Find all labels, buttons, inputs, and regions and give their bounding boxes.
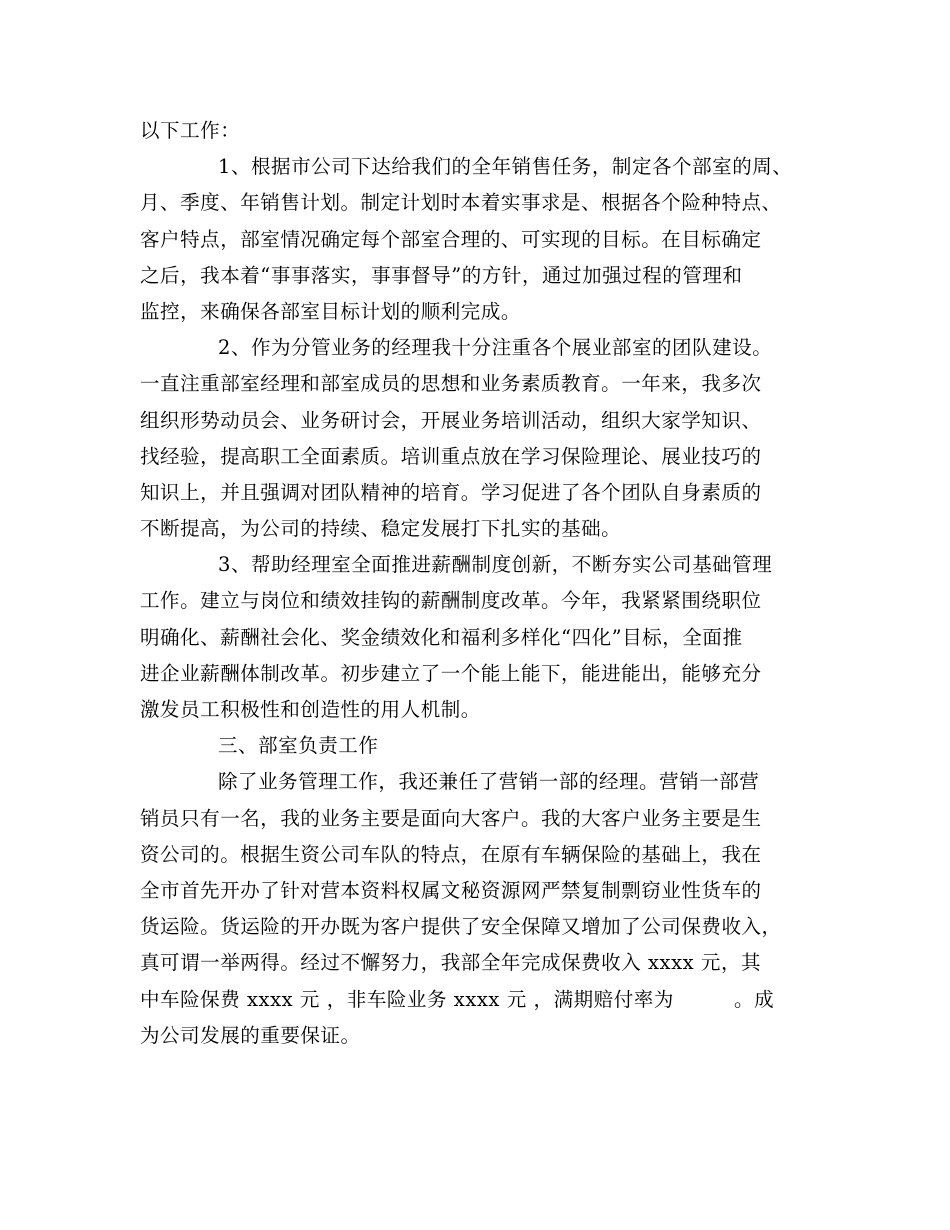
text-line: 激发员工积极性和创造性的用人机制。 bbox=[140, 698, 481, 721]
text-line: 月、季度、年销售计划。制定计划时本着实事求是、根据各个险种特点、 bbox=[140, 191, 782, 215]
text-line: 工作。建立与岗位和绩效挂钩的薪酬制度改革。今年，我紧紧围绕职位 bbox=[140, 589, 762, 613]
text-line: 中车险保费 xxxx 元 ，非车险业务 xxxx 元 ，满期赔付率为 。成 bbox=[140, 987, 775, 1011]
text-line: 1、根据市公司下达给我们的全年销售任务，制定各个部室的周、 bbox=[218, 155, 793, 179]
text-line: 进企业薪酬体制改革。初步建立了一个能上能下，能进能出，能够充分 bbox=[140, 661, 762, 685]
text-line: 以下工作： bbox=[140, 119, 241, 142]
text-line: 组织形势动员会、业务研讨会，开展业务培训活动，组织大家学知识、 bbox=[140, 408, 762, 432]
text-line: 明确化、薪酬社会化、奖金绩效化和福利多样化“四化”目标，全面推 bbox=[140, 625, 743, 649]
text-line: 真可谓一举两得。经过不懈努力，我部全年完成保费收入 xxxx 元，其 bbox=[140, 951, 762, 975]
text-line: 知识上，并且强调对团队精神的培育。学习促进了各个团队自身素质的 bbox=[140, 480, 762, 504]
text-line: 三、部室负责工作 bbox=[218, 734, 379, 758]
text-line: 找经验，提高职工全面素质。培训重点放在学习保险理论、展业技巧的 bbox=[140, 444, 762, 468]
text-line: 3、帮助经理室全面推进薪酬制度创新，不断夯实公司基础管理 bbox=[218, 553, 773, 577]
text-line: 资公司的。根据生资公司车队的特点，在原有车辆保险的基础上，我在 bbox=[140, 842, 762, 866]
text-line: 之后，我本着“事事落实，事事督导”的方针，通过加强过程的管理和 bbox=[140, 263, 743, 287]
text-line: 货运险。货运险的开办既为客户提供了安全保障又增加了公司保费收入， bbox=[140, 915, 782, 939]
text-line: 不断提高，为公司的持续、稳定发展打下扎实的基础。 bbox=[140, 517, 622, 541]
text-line: 客户特点，部室情况确定每个部室合理的、可实现的目标。在目标确定 bbox=[140, 227, 762, 251]
text-line: 销员只有一名，我的业务主要是面向大客户。我的大客户业务主要是生 bbox=[140, 806, 762, 830]
document-body bbox=[140, 113, 830, 1054]
text-line: 监控，来确保各部室目标计划的顺利完成。 bbox=[140, 299, 521, 323]
text-line: 为公司发展的重要保证。 bbox=[140, 1023, 361, 1047]
text-line: 2、作为分管业务的经理我十分注重各个展业部室的团队建设。 bbox=[218, 336, 773, 360]
text-line: 一直注重部室经理和部室成员的思想和业务素质教育。一年来，我多次 bbox=[140, 372, 762, 396]
text-line: 除了业务管理工作，我还兼任了营销一部的经理。营销一部营 bbox=[218, 770, 760, 794]
text-line: 全市首先开办了针对营本资料权属文秘资源网严禁复制剽窃业性货车的 bbox=[140, 878, 762, 902]
